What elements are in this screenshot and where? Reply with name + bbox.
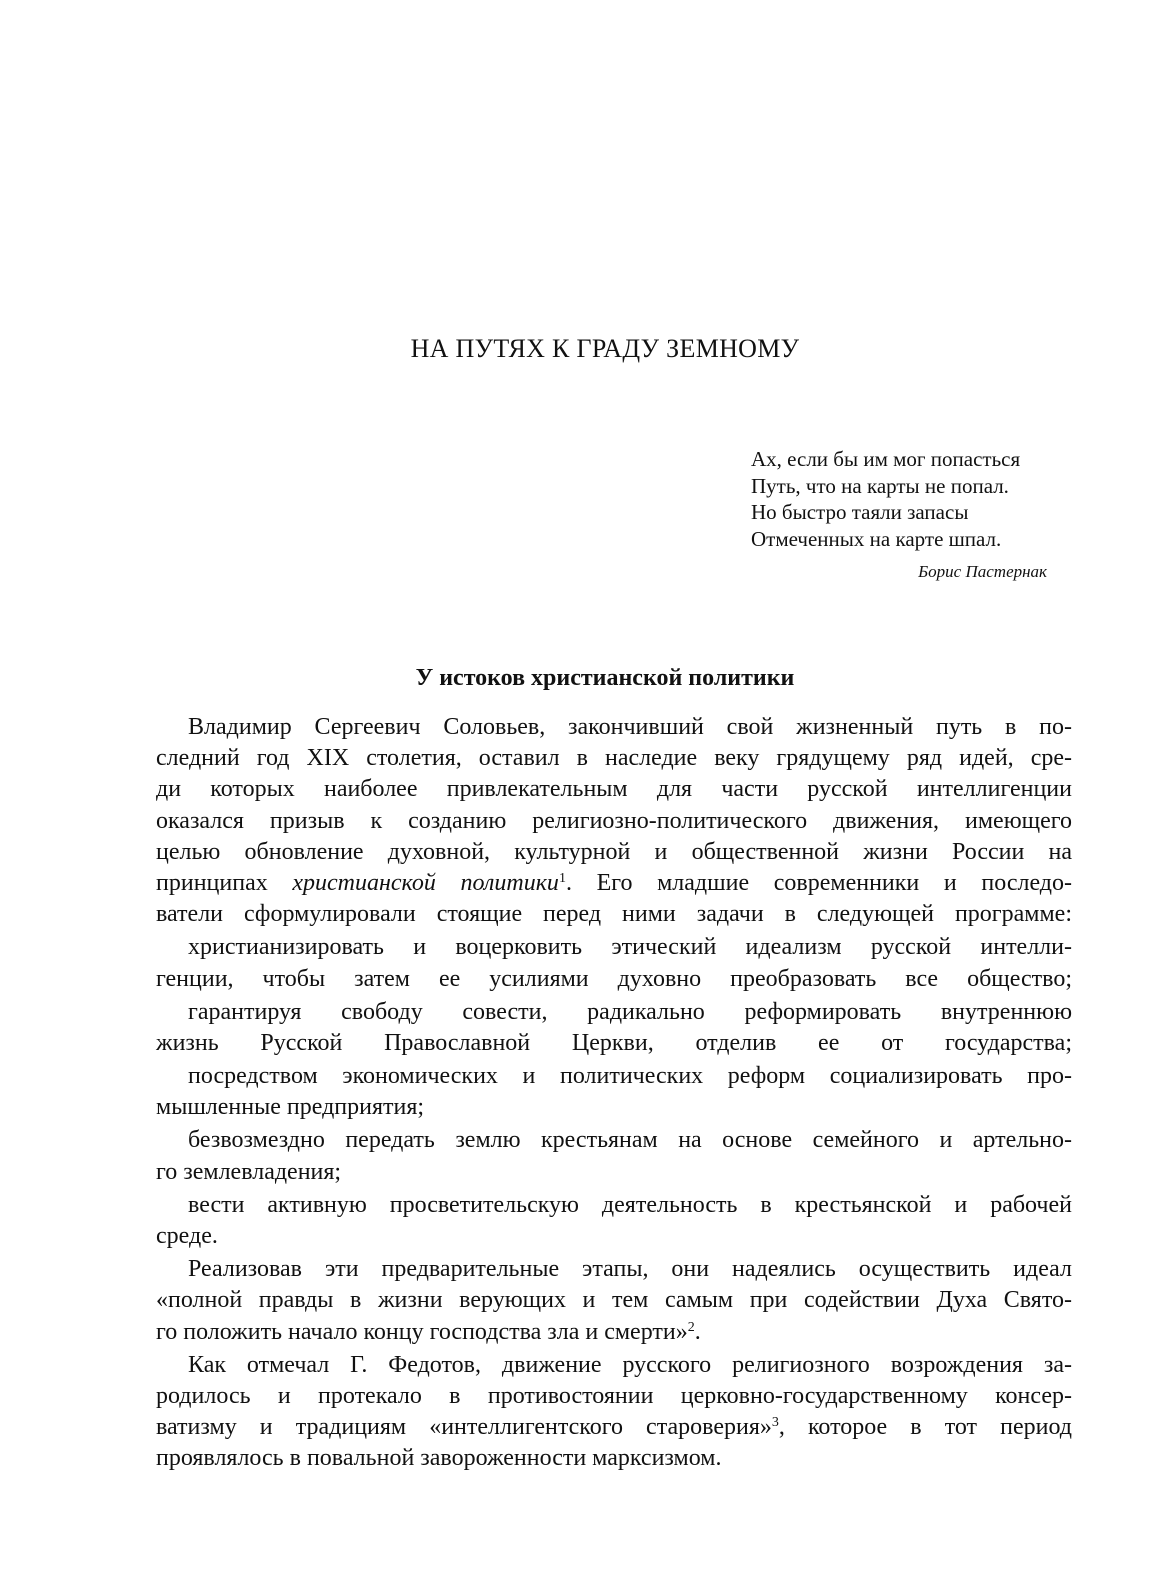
text-line: генции, чтобы затем ее усилиями духовно преобразовать все общество; <box>156 965 1072 992</box>
text-line <box>156 1317 1072 1348</box>
epigraph-line: Но быстро таяли запасы <box>751 500 969 524</box>
paragraph <box>156 1350 1072 1475</box>
text-run: принципах <box>156 869 293 896</box>
epigraph-line: Путь, что на карты не попал. <box>751 473 1009 498</box>
text-line: оказался призыв к созданию религиозно-политического движения, имеющего <box>156 807 1072 834</box>
text-line: проявлялось в повальной завороженности марксизмом. <box>156 1445 722 1472</box>
list-item <box>156 997 1072 1059</box>
chapter-title: НА ПУТЯХ К ГРАДУ ЗЕМНОМУ <box>410 334 800 363</box>
epigraph-line: Ах, если бы им мог попасться <box>751 447 1021 471</box>
text-line <box>156 1412 1072 1443</box>
text-run: . <box>694 1318 701 1345</box>
text-run: ватизму и традициям «интеллигентского староверия» <box>156 1414 772 1441</box>
section-title: У истоков христианской политики <box>415 665 795 691</box>
text-line: целью обновление духовной, культурной и общественной жизни России на <box>156 838 1072 865</box>
text-line: Реализовав эти предварительные этапы, они надеялись осуществить идеал <box>188 1256 1072 1283</box>
text-line: Владимир Сергеевич Соловьев, закончивший свой жизненный путь в по- <box>188 714 1072 740</box>
list-item <box>156 1190 1072 1252</box>
paragraph <box>156 712 1072 930</box>
text-line: гарантируя свободу совести, радикально реформировать внутреннюю <box>188 998 1072 1025</box>
text-run: , которое в тот период <box>778 1414 1072 1441</box>
body-text <box>156 712 1072 1475</box>
text-line <box>156 868 1072 899</box>
program-list <box>156 932 1072 1252</box>
text-line: ватели сформулировали стоящие перед ними задачи в следующей программе: <box>156 901 1072 928</box>
text-line: родилось и протекало в противостоянии церковно-государственному консер- <box>156 1382 1072 1409</box>
list-item <box>156 932 1072 994</box>
text-line: «полной правды в жизни верующих и тем самым при содействии Духа Свято- <box>156 1287 1072 1314</box>
text-line: жизнь Русской Православной Церкви, отделив ее от государства; <box>156 1029 1072 1056</box>
text-run: го положить начало концу господства зла и смерти» <box>156 1318 688 1345</box>
list-item <box>156 1125 1072 1187</box>
footnote-ref[interactable]: 2 <box>687 1319 695 1335</box>
paragraph <box>156 1254 1072 1348</box>
text-line: следний год XIX столетия, оставил в наследие веку грядущему ряд идей, сре- <box>156 745 1072 772</box>
text-line: ди которых наиболее привлекательным для части русской интеллигенции <box>156 776 1072 803</box>
footnote-ref[interactable]: 3 <box>771 1415 779 1431</box>
text-line: го землевладения; <box>156 1158 342 1185</box>
text-line: христианизировать и воцерковить этический идеализм русской интелли- <box>188 934 1072 961</box>
text-line: мышленные предприятия; <box>156 1094 425 1121</box>
footnote-ref[interactable]: 1 <box>558 870 566 886</box>
text-run: . Его младшие современники и последо- <box>565 869 1073 896</box>
text-line: вести активную просветительскую деятельность в крестьянской и рабочей <box>188 1191 1072 1218</box>
epigraph-line: Отмеченных на карте шпал. <box>751 526 1002 551</box>
epigraph-author: Борис Пастернак <box>918 562 1047 581</box>
text-line: среде. <box>156 1223 218 1249</box>
text-line: посредством экономических и политических реформ социализировать про- <box>188 1063 1072 1090</box>
text-line: Как отмечал Г. Федотов, движение русского религиозного возрождения за- <box>188 1351 1072 1378</box>
emphasized-term: христианской политики <box>292 869 559 896</box>
epigraph <box>751 446 1071 581</box>
text-line: безвозмездно передать землю крестьянам на основе семейного и артельно- <box>188 1127 1072 1154</box>
list-item <box>156 1061 1072 1123</box>
